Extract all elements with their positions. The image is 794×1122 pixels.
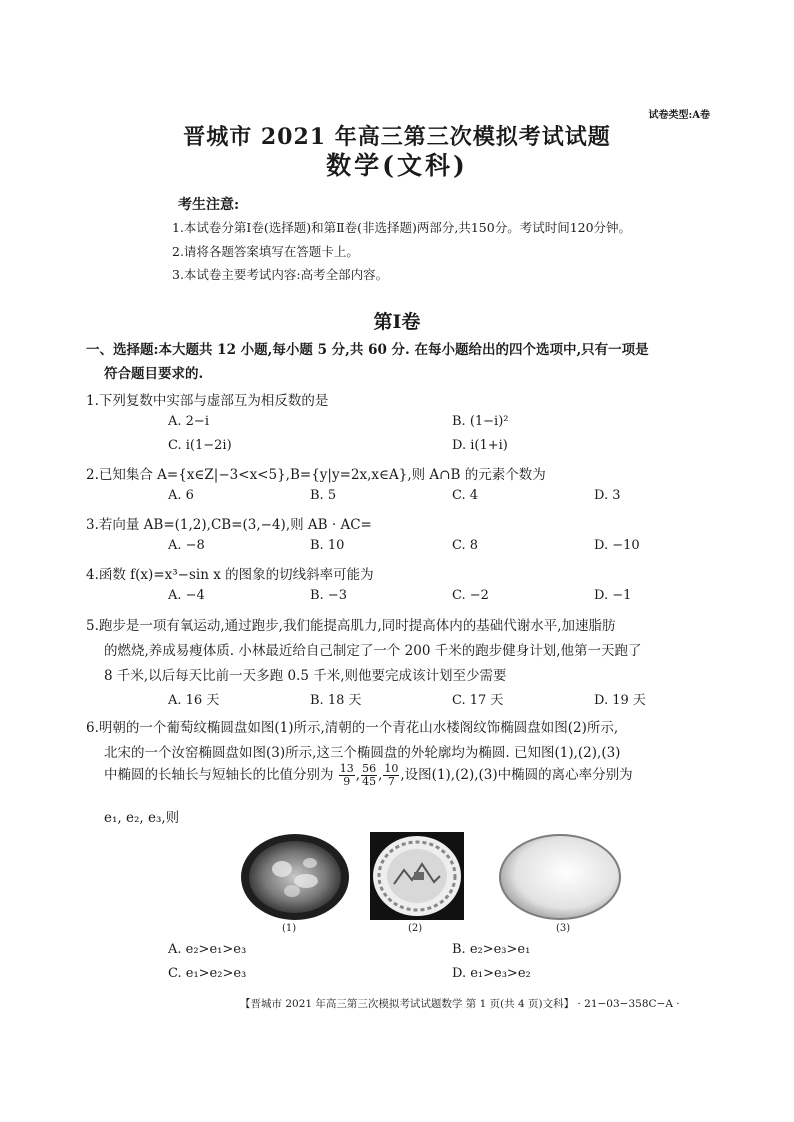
- question-5-stem-line: 5.跑步是一项有氧运动,通过跑步,我们能提高肌力,同时提高体内的基础代谢水平,加速脂肪: [86, 618, 616, 634]
- notice-item: 1.本试卷分第Ⅰ卷(选择题)和第Ⅱ卷(非选择题)两部分,共150分。考试时间120分钟。: [172, 220, 632, 235]
- question-6-stem-line: 北宋的一个汝窑椭圆盘如图(3)所示,这三个椭圆盘的外轮廓均为椭圆. 已知图(1),(2),(3): [104, 745, 621, 761]
- section-title: 第Ⅰ卷: [373, 311, 421, 333]
- question-6-stem-line-with-fractions: 中椭圆的长轴长与短轴长的比值分别为 $\frac{13}{9}$ , $\frac{56}{45}$ , $\frac{10}{7}$ ,设图(1),(2),(3)中椭圆的离心率分别为: [104, 762, 633, 788]
- question-5-stem-line: 8 千米,以后每天比前一天多跑 0.5 千米,则他要完成该计划至少需要: [104, 668, 507, 684]
- notice-heading: 考生注意:: [178, 197, 240, 213]
- notice-item: 3.本试卷主要考试内容:高考全部内容。: [172, 267, 389, 282]
- question-4-option-b: B. −3: [310, 588, 347, 603]
- part-intro-line: 一、选择题:本大题共 12 小题,每小题 5 分,共 60 分. 在每小题给出的四个选项中,只有一项是: [86, 342, 649, 358]
- question-4-option-d: D. −1: [594, 588, 632, 603]
- grape-pattern-plate-image: [240, 833, 350, 921]
- blue-white-landscape-plate-image: [370, 832, 464, 920]
- fraction-denominator: 9: [343, 775, 351, 788]
- ratio-fraction-1: [339, 763, 355, 788]
- figure-caption-1: (1): [282, 923, 297, 934]
- question-3-option-b: B. 10: [310, 538, 345, 553]
- question-6-stem-line: e₁, e₂, e₃,则: [104, 810, 180, 826]
- fraction-numerator: 56: [362, 762, 377, 775]
- question-3-option-a: A. −8: [168, 538, 205, 553]
- ratio-fraction-2: [361, 763, 377, 788]
- figure-caption-2: (2): [408, 923, 423, 934]
- question-6-option-a: A. e₂>e₁>e₃: [168, 942, 247, 957]
- fraction-numerator: 13: [339, 762, 354, 775]
- question-5-option-b: B. 18 天: [310, 693, 362, 708]
- figure-caption-3: (3): [556, 923, 571, 934]
- question-5-option-c: C. 17 天: [452, 693, 504, 708]
- question-5-stem-line: 的燃烧,养成易瘦体质. 小林最近给自己制定了一个 200 千米的跑步健身计划,他第一天跑了: [104, 643, 642, 659]
- question-4-option-c: C. −2: [452, 588, 489, 603]
- paper-type-label: 试卷类型:A卷: [648, 110, 710, 121]
- question-6-option-c: C. e₁>e₂>e₃: [168, 966, 247, 981]
- question-4-option-a: A. −4: [168, 588, 205, 603]
- question-6-stem-text: 中椭圆的长轴长与短轴长的比值分别为: [104, 767, 334, 783]
- question-5-option-a: A. 16 天: [168, 693, 220, 708]
- question-4-stem: 4.函数 f(x)=x³−sin x 的图象的切线斜率可能为: [86, 567, 374, 583]
- question-6-stem-text: ,设图(1),(2),(3)中椭圆的离心率分别为: [400, 767, 633, 783]
- question-2-option-a: A. 6: [168, 488, 194, 503]
- ratio-fraction-3: [383, 763, 399, 788]
- fraction-denominator: 45: [362, 775, 377, 788]
- question-3-option-d: D. −10: [594, 538, 640, 553]
- page-footer: 【晋城市 2021 年高三第三次模拟考试试题数学 第 1 页(共 4 页)文科】 · 21−03−358C−A ·: [240, 998, 680, 1010]
- question-1-option-d: D. i(1+i): [452, 438, 508, 453]
- fraction-denominator: 7: [387, 775, 395, 788]
- notice-item: 2.请将各题答案填写在答题卡上。: [172, 244, 359, 259]
- question-1-option-a: A. 2−i: [168, 414, 209, 429]
- question-2-option-b: B. 5: [310, 488, 337, 503]
- question-3-option-c: C. 8: [452, 538, 479, 553]
- question-2-option-c: C. 4: [452, 488, 479, 503]
- exam-title: 晋城市 2021 年高三第三次模拟考试试题: [183, 124, 611, 150]
- question-2-option-d: D. 3: [594, 488, 621, 503]
- question-6-option-d: D. e₁>e₃>e₂: [452, 966, 531, 981]
- question-1-option-b: B. (1−i)²: [452, 414, 509, 429]
- question-1-stem: 1.下列复数中实部与虚部互为相反数的是: [86, 393, 329, 409]
- question-5-option-d: D. 19 天: [594, 693, 646, 708]
- question-6-option-b: B. e₂>e₃>e₁: [452, 942, 531, 957]
- part-intro-line: 符合题目要求的.: [104, 366, 204, 382]
- exam-subtitle: 数学(文科): [326, 151, 468, 180]
- ru-kiln-plate-image: [498, 833, 622, 921]
- question-2-stem: 2.已知集合 A={x∈Z|−3<x<5},B={y|y=2x,x∈A},则 A∩B 的元素个数为: [86, 467, 546, 483]
- fraction-numerator: 10: [384, 762, 399, 775]
- question-6-stem-line: 6.明朝的一个葡萄纹椭圆盘如图(1)所示,清朝的一个青花山水楼阁纹饰椭圆盘如图(2)所示,: [86, 720, 619, 736]
- question-1-option-c: C. i(1−2i): [168, 438, 232, 453]
- question-3-stem: 3.若向量 AB=(1,2),CB=(3,−4),则 AB · AC=: [86, 517, 372, 533]
